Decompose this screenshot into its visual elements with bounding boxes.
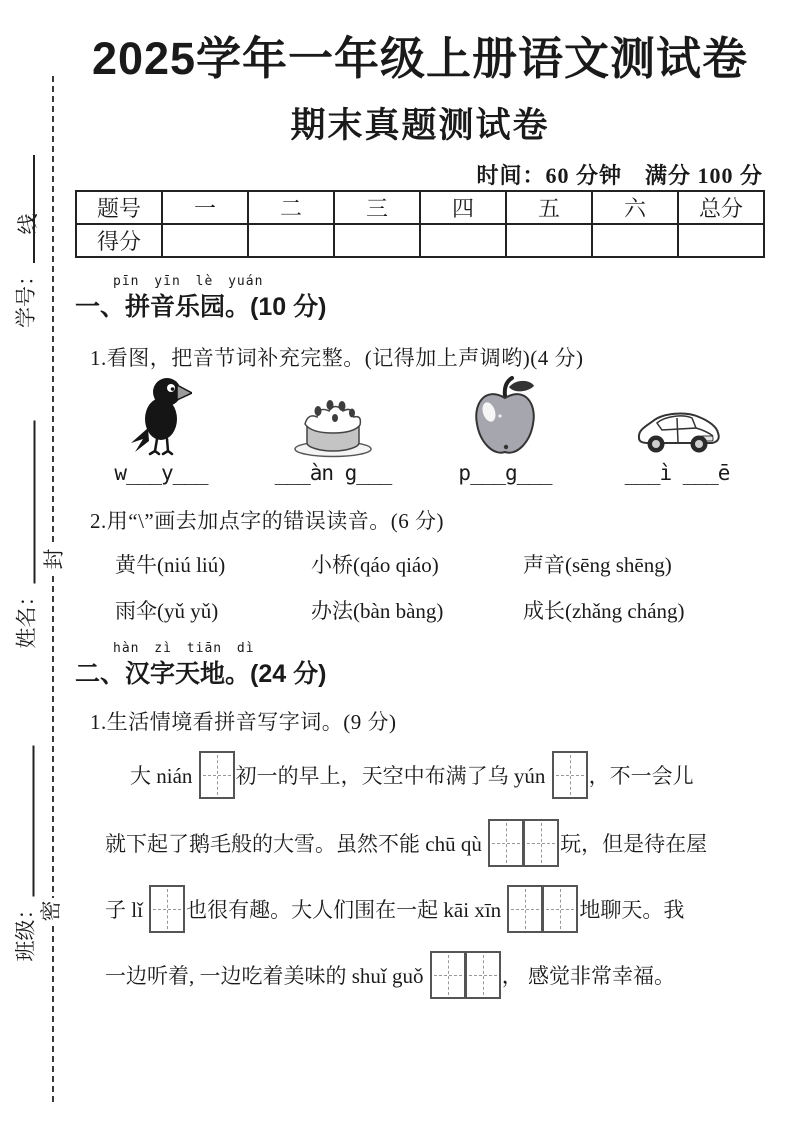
score-cell-empty[interactable] [678, 224, 764, 257]
pinyin-writing-line [105, 950, 765, 1000]
exam-content [75, 0, 765, 1122]
tianzige-box[interactable] [488, 819, 524, 867]
student-id-field [13, 152, 39, 328]
syllable-blank-cake[interactable]: ___àn g___ [274, 461, 392, 485]
line-text: 初一的早上，天空中布满了乌 yún [235, 764, 551, 788]
word-choice-item[interactable]: 雨伞(yǔ yǔ) [115, 599, 219, 623]
student-class-field [13, 743, 39, 962]
syllable-blank-apple[interactable]: p___g___ [458, 461, 552, 485]
word-choice-row [115, 595, 765, 625]
tianzige-box[interactable] [542, 885, 578, 933]
tianzige-box[interactable] [552, 751, 588, 799]
syllable-blank-crow[interactable]: w___y___ [114, 461, 208, 485]
pinyin-writing-line [105, 750, 790, 800]
student-id-label: 学号： [14, 265, 38, 328]
word-choice-item[interactable]: 办法(bàn bàng) [311, 599, 444, 623]
word-choice-item[interactable]: 小桥(qáo qiáo) [311, 553, 439, 577]
section-2-heading: 二、汉字天地。(24 分) [75, 660, 327, 688]
score-table-header-cell: 总分 [678, 191, 764, 224]
line-text: 也很有趣。大人们围在一起 kāi xīn [186, 898, 507, 922]
score-table-header-cell: 六 [592, 191, 678, 224]
score-cell-empty[interactable] [248, 224, 334, 257]
section-1-heading: 一、拼音乐园。(10 分) [75, 293, 327, 321]
word-choice-item[interactable]: 黄牛(niú liú) [115, 553, 226, 577]
student-name-label: 姓名： [14, 585, 39, 649]
student-class-label: 班级： [13, 898, 38, 962]
word-choice-item[interactable]: 声音(sēng shēng) [523, 553, 672, 577]
score-table-header-row [76, 191, 764, 224]
pinyin-writing-line [105, 884, 765, 934]
line-text: 大 nián [130, 764, 198, 788]
score-table-header-cell: 题号 [76, 191, 162, 224]
question-2-prompt: 2.用“\”画去加点字的错误读音。(6 分) [90, 509, 444, 533]
score-cell-empty[interactable] [334, 224, 420, 257]
tianzige-box[interactable] [465, 951, 501, 999]
car-image [591, 364, 763, 458]
apple-image [419, 364, 591, 458]
score-table [75, 190, 765, 258]
question-1-prompt: 1.看图，把音节词补充完整。(记得加上声调哟)(4 分) [90, 346, 584, 370]
section-2-question-1-prompt: 1.生活情境看拼音写字词。(9 分) [90, 710, 397, 734]
score-cell-empty[interactable] [420, 224, 506, 257]
pinyin-writing-line [105, 818, 765, 868]
score-cell-empty[interactable] [592, 224, 678, 257]
line-text: 玩，但是待在屋 [560, 832, 708, 856]
crow-image [75, 364, 247, 458]
student-id-write-line[interactable] [19, 155, 35, 263]
score-table-header-cell: 四 [420, 191, 506, 224]
seal-char-feng: 封 [41, 546, 67, 572]
line-text: 子 lǐ [105, 898, 149, 922]
line-text: 就下起了鹅毛般的大雪。虽然不能 chū qù [105, 832, 488, 856]
section-1-pinyin: pīn yīn lè yuán [113, 274, 264, 289]
student-name-write-line[interactable] [20, 421, 36, 584]
tianzige-box[interactable] [149, 885, 185, 933]
line-text: ，不一会儿 [588, 764, 694, 788]
student-class-write-line[interactable] [19, 746, 35, 897]
section-2-pinyin: hàn zì tiān dì [113, 641, 255, 656]
word-choice-item[interactable]: 成长(zhǎng cháng) [523, 599, 685, 623]
seal-char-xian: 线 [15, 211, 41, 237]
seal-dashed-line [52, 76, 54, 1102]
word-choice-row [115, 549, 765, 579]
seal-char-mi: 密 [38, 898, 64, 924]
score-row-label: 得分 [76, 224, 162, 257]
tianzige-box[interactable] [507, 885, 543, 933]
cake-image [247, 364, 419, 458]
tianzige-box[interactable] [430, 951, 466, 999]
score-table-header-cell: 五 [506, 191, 592, 224]
score-table-score-row [76, 224, 764, 257]
score-cell-empty[interactable] [162, 224, 248, 257]
picture-row [75, 364, 765, 458]
line-text: 地聊天。我 [579, 898, 685, 922]
exam-title: 2025学年一年级上册语文测试卷 [91, 33, 749, 84]
syllable-answer-row [75, 461, 765, 485]
line-text: ， 感觉非常幸福。 [501, 964, 676, 988]
student-name-field [14, 418, 40, 649]
score-cell-empty[interactable] [506, 224, 592, 257]
score-table-header-cell: 二 [248, 191, 334, 224]
exam-subtitle: 期末真题测试卷 [290, 106, 550, 145]
tianzige-box[interactable] [199, 751, 235, 799]
time-score-info: 时间：60 分钟 满分 100 分 [476, 163, 763, 188]
tianzige-box[interactable] [523, 819, 559, 867]
score-table-header-cell: 一 [162, 191, 248, 224]
score-table-header-cell: 三 [334, 191, 420, 224]
syllable-blank-car[interactable]: ___ì ___ē [624, 461, 730, 485]
line-text: 一边听着, 一边吃着美味的 shuǐ guǒ [105, 964, 429, 988]
